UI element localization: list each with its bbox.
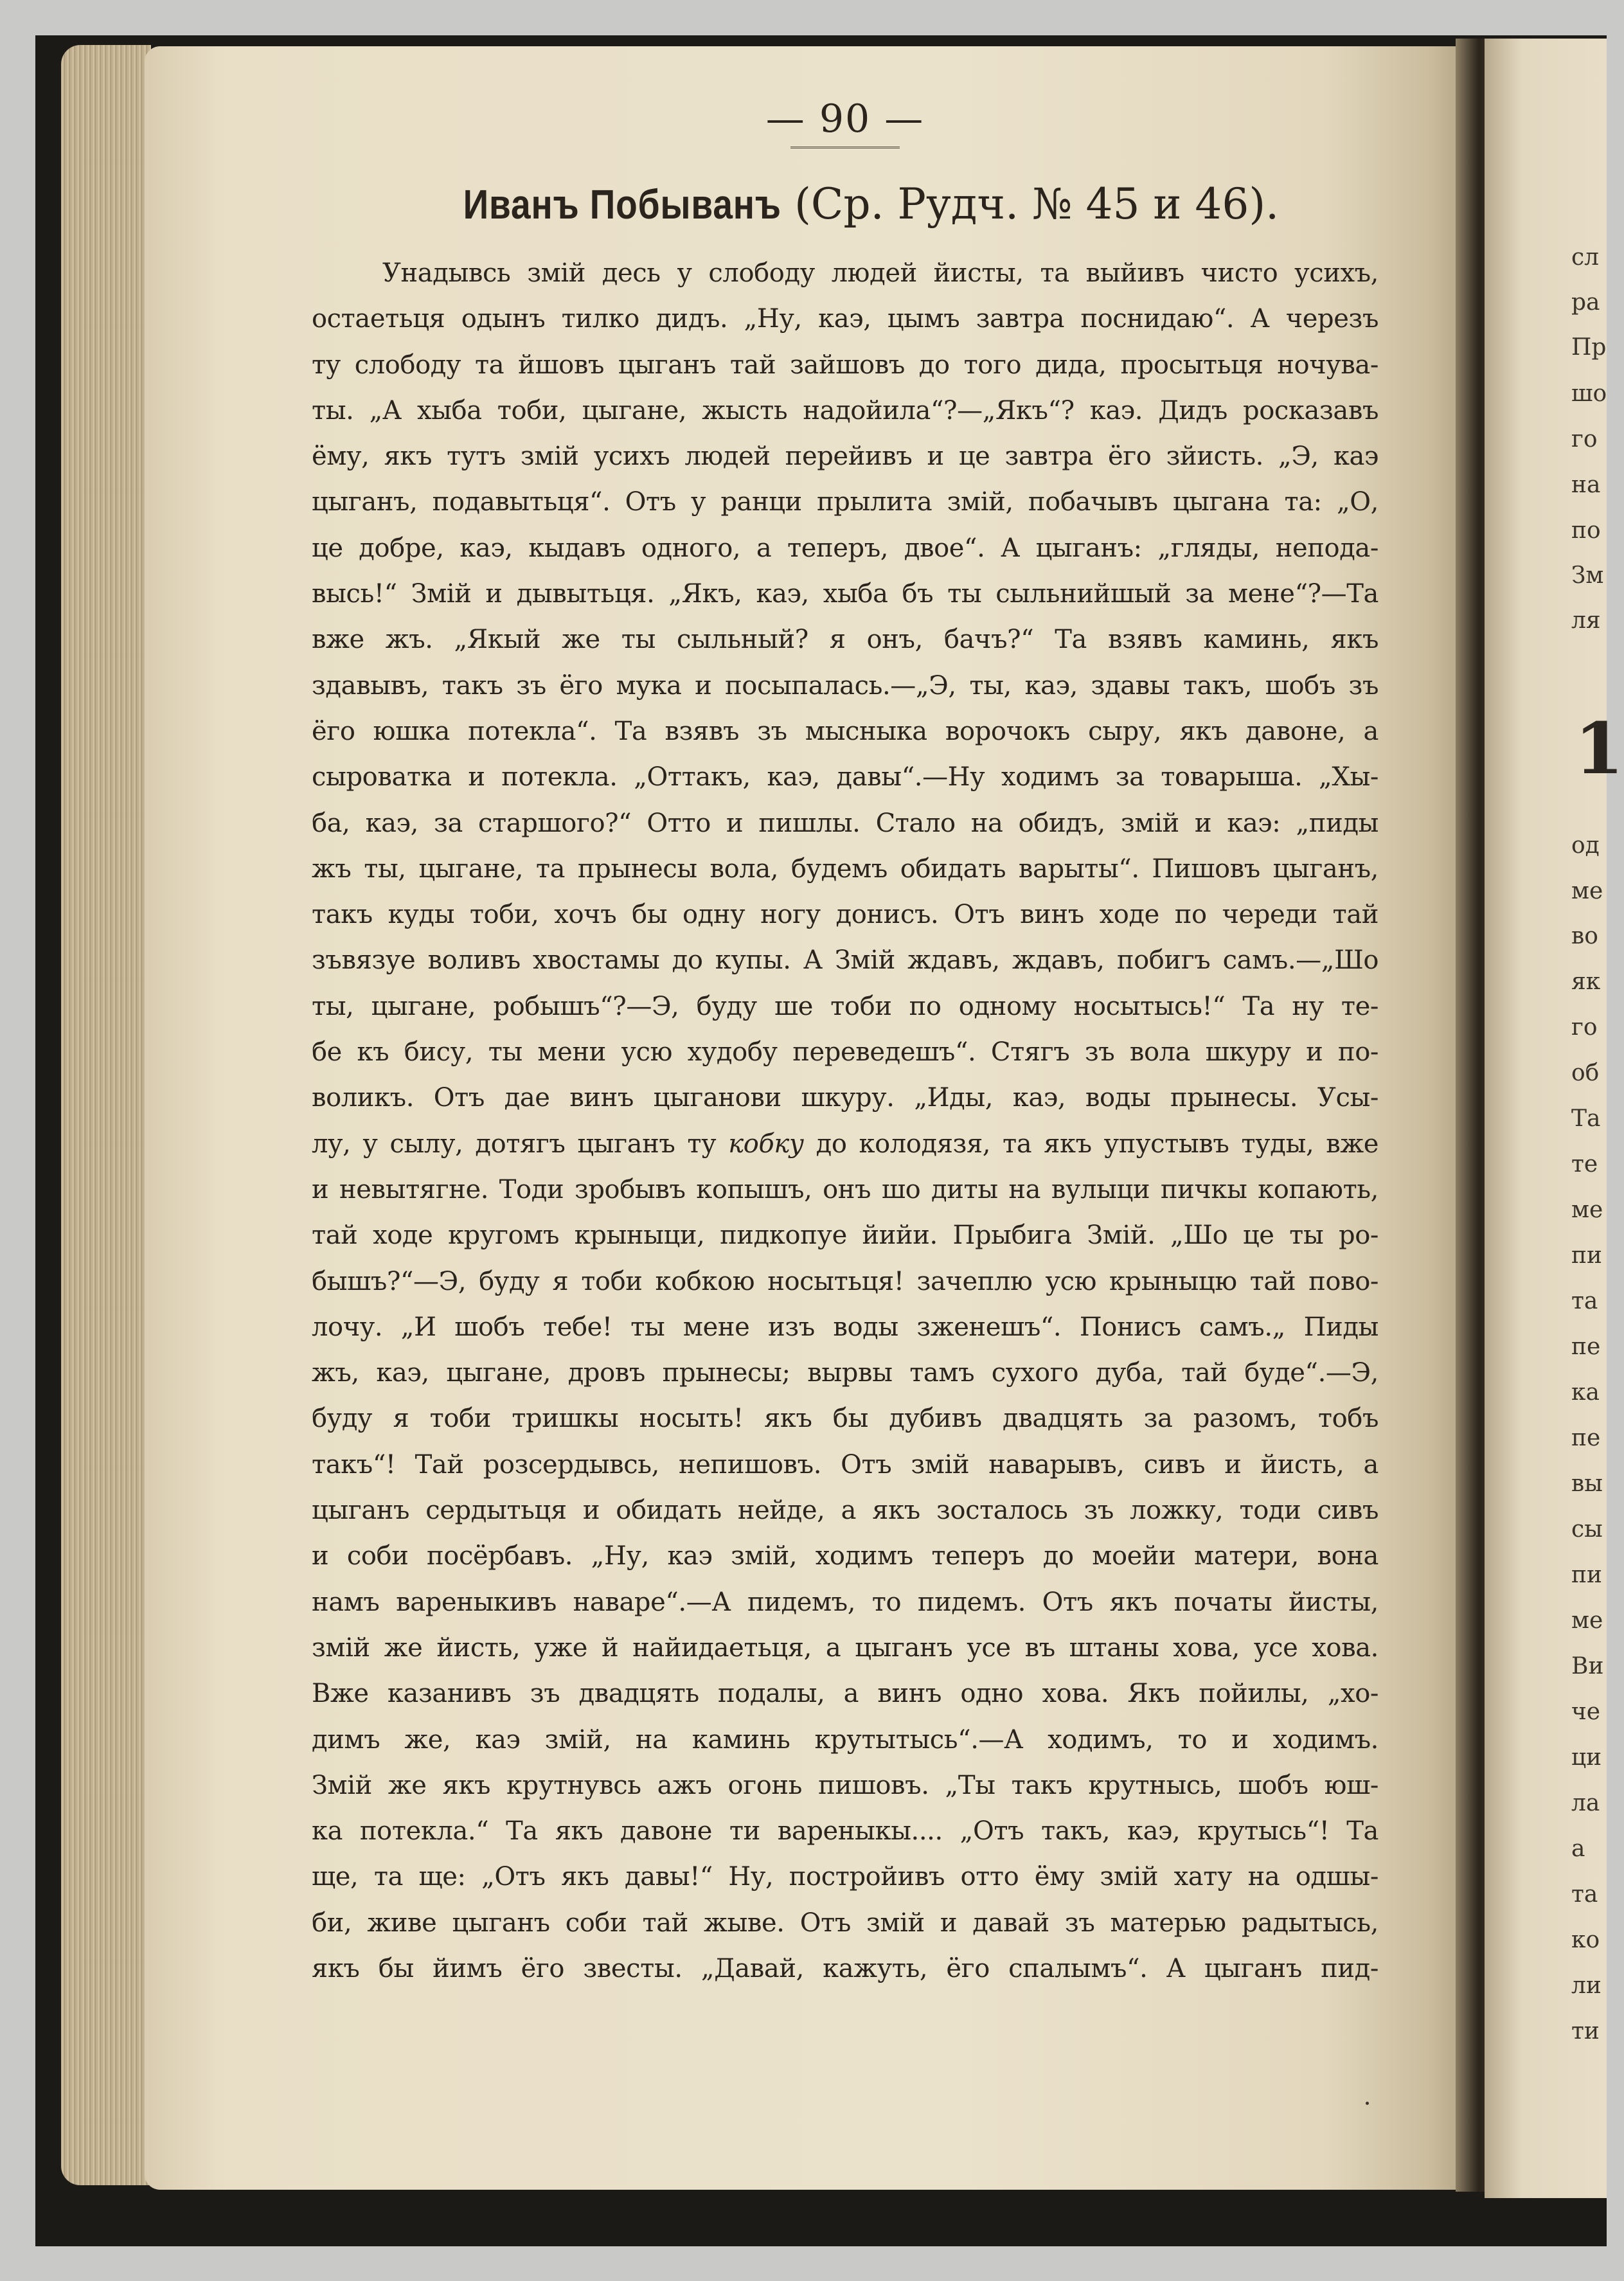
text-line: лу, у сылу, дотягъ цыганъ ту кобку до колодязя, та якъ упустывъ туды, вже xyxy=(312,1129,1379,1159)
text-line: Унадывсь змій десь у слободу людей йисты, та выйивъ чисто усихъ, xyxy=(382,258,1379,288)
text-line: змій же йисть, уже й найидаетьця, а цыганъ усе въ штаны хова, усе хова. xyxy=(312,1632,1379,1663)
right-page-line-fragment: Та xyxy=(1571,1105,1601,1132)
text-line: намъ вареныкивъ наваре“.—А пидемъ, то пидемъ. Отъ якъ початы йисты, xyxy=(312,1587,1379,1617)
right-page-line-fragment: Пр xyxy=(1571,334,1607,361)
text-line: ба, каэ, за старшого?“ Отто и пишлы. Стало на обидъ, змій и каэ: „пиды xyxy=(312,808,1379,838)
text-line: сыроватка и потекла. „Оттакъ, каэ, давы“.—Ну ходимъ за товарыша. „Хы- xyxy=(312,762,1379,792)
right-page-line-fragment: ци xyxy=(1571,1744,1602,1771)
text-line: димъ же, каэ змій, на каминь крутытысь“.—А ходимъ, то и ходимъ. xyxy=(312,1724,1379,1755)
right-page-line-fragment: ме xyxy=(1571,1607,1603,1634)
story-title-reference: (Ср. Рудч. № 45 и 46). xyxy=(794,179,1280,229)
right-page-line-fragment: пе xyxy=(1571,1425,1601,1451)
text-line: ка потекла.“ Та якъ давоне ти вареныкы.... „Отъ такъ, каэ, крутысь“! Та xyxy=(312,1816,1379,1847)
text-line: ще, та ще: „Отъ якъ давы!“ Ну, постройивъ отто ёму змій хату на одшы- xyxy=(312,1862,1379,1892)
right-page-line-fragment: ка xyxy=(1571,1379,1600,1406)
text-line: и соби посёрбавъ. „Ну, каэ змій, ходимъ теперъ до моейи матери, вона xyxy=(312,1541,1379,1571)
text-line: здавывъ, такъ зъ ёго мука и посыпалась.—„Э, ты, каэ, здавы такъ, шобъ зъ xyxy=(312,670,1379,701)
text-line: ту слободу та йшовъ цыганъ тай зайшовъ до того дида, просытьця ночува- xyxy=(312,350,1379,380)
text-line: якъ бы йимъ ёго звесты. „Давай, кажуть, ёго спалымъ“. А цыганъ пид- xyxy=(312,1953,1379,1983)
text-line: Змій же якъ крутнувсь ажъ огонь пишовъ. „Ты такъ крутнысь, шобъ юш- xyxy=(312,1770,1379,1800)
right-page-line-fragment: вы xyxy=(1571,1471,1603,1497)
text-line: це добре, каэ, кыдавъ одного, а теперъ, двое“. А цыганъ: „гляды, неподa- xyxy=(312,533,1379,563)
right-page-line-fragment: ля xyxy=(1571,607,1601,634)
right-page-line-fragment: пи xyxy=(1571,1562,1602,1588)
right-page-line-fragment: го xyxy=(1571,1014,1598,1041)
page-content xyxy=(312,96,1379,1992)
right-page-line-fragment: ко xyxy=(1571,1927,1600,1953)
text-line: жъ ты, цыгане, та прынесы вола, будемъ обидать варыты“. Пишовъ цыганъ, xyxy=(312,854,1379,884)
right-page-line-fragment: сл xyxy=(1571,244,1600,271)
right-page-line-fragment: на xyxy=(1571,472,1601,498)
text-line: ты, цыгане, робышъ“?—Э, буду ше тоби по одному носытысь!“ Та ну те- xyxy=(312,991,1379,1021)
text-line: и невытягне. Тоди зробывъ копышъ, онъ шо диты на вулыци пичкы копають, xyxy=(312,1174,1379,1204)
text-line: вже жъ. „Якый же ты сыльный? я онъ, бачъ?“ Та взявъ каминь, якъ xyxy=(312,625,1379,655)
right-page-line-fragment: од xyxy=(1571,832,1600,859)
text-line: воликъ. Отъ дае винъ цыганови шкуру. „Иды, каэ, воды прынесы. Усы- xyxy=(312,1083,1379,1113)
page-number-rule xyxy=(790,147,900,148)
right-page-line-fragment: по xyxy=(1571,517,1601,544)
text-line: остаетьця одынъ тилко дидъ. „Ну, каэ, цымъ завтра поснидаю“. А черезъ xyxy=(312,304,1379,334)
right-page-line-fragment: та xyxy=(1571,1288,1598,1314)
text-line: би, живе цыганъ соби тай жыве. Отъ змій и давай зъ матерью радытысь, xyxy=(312,1908,1379,1938)
text-line: цыганъ сердытьця и обидать нейде, а якъ зосталось зъ ложку, тоди сивъ xyxy=(312,1496,1379,1526)
right-page-line-fragment: як xyxy=(1571,969,1601,995)
right-page-line-fragment: че xyxy=(1571,1699,1601,1725)
right-page-line-fragment: ме xyxy=(1571,878,1603,904)
text-line: ёго юшка потекла“. Та взявъ зъ мысныка ворочокъ сыру, якъ давоне, а xyxy=(312,716,1379,746)
right-page-line-fragment: сы xyxy=(1571,1516,1603,1543)
right-page-line-fragment: пи xyxy=(1571,1242,1602,1269)
text-line: бе къ бису, ты мени усю худобу переведешъ“. Стягъ зъ вола шкуру и по- xyxy=(312,1037,1379,1068)
text-line: буду я тоби тришкы носыть! якъ бы дубивъ двадцять за разомъ, тобъ xyxy=(312,1404,1379,1434)
text-line: такъ куды тоби, хочъ бы одну ногу донисъ. Отъ винъ ходе по череди тай xyxy=(312,900,1379,930)
right-page-heading-fragment: 1 xyxy=(1575,707,1624,790)
text-line: Вже казанивъ зъ двадцять подалы, а винъ одно хова. Якъ пойилы, „хо- xyxy=(312,1679,1379,1709)
text-line: такъ“! Тай розсердывсь, непишовъ. Отъ змій наварывъ, сивъ и йисть, а xyxy=(312,1449,1379,1480)
text-line: лочу. „И шобъ тебе! ты мене изъ воды зженешъ“. Понисъ самъ.„ Пиды xyxy=(312,1312,1379,1342)
right-page-fragment xyxy=(1485,39,1624,2198)
right-page-line-fragment: ла xyxy=(1571,1790,1600,1816)
text-line: тай ходе кругомъ крыныци, пидкопуе йийи. Прыбига Змій. „Шо це ты ро- xyxy=(312,1221,1379,1251)
right-page-line-fragment: Зм xyxy=(1571,562,1604,589)
story-title xyxy=(312,175,1379,234)
text-line: ты. „А хыба тоби, цыгане, жысть надойила“?—„Якъ“? каэ. Дидъ росказавъ xyxy=(312,395,1379,425)
right-page-line-fragment: те xyxy=(1571,1151,1598,1177)
text-line: цыганъ, подавытьця“. Отъ у ранци прылита змій, побачывъ цыгана та: „О, xyxy=(312,487,1379,517)
text-line: зъвязуе воливъ хвостамы до купы. А Змій ждавъ, ждавъ, побигъ самъ.—„Шо xyxy=(312,945,1379,976)
right-page-line-fragment: Ви xyxy=(1571,1653,1604,1679)
right-page-line-fragment: пе xyxy=(1571,1334,1601,1360)
right-page-line-fragment: го xyxy=(1571,426,1598,452)
page-number: — 90 — xyxy=(765,96,925,141)
right-page-line-fragment: та xyxy=(1571,1881,1598,1908)
right-page-line-fragment: а xyxy=(1571,1836,1585,1862)
right-page-line-fragment: ти xyxy=(1571,2018,1600,2044)
text-line: ёму, якъ тутъ змій усихъ людей перейивъ и це завтра ёго зйисть. „Э, каэ xyxy=(312,442,1379,472)
paper-speck xyxy=(1366,2102,1369,2105)
right-page-line-fragment: ме xyxy=(1571,1197,1603,1223)
text-line: жъ, каэ, цыгане, дровъ прынесы; вырвы тамъ сухого дуба, тай буде“.—Э, xyxy=(312,1358,1379,1388)
right-page-line-fragment: ли xyxy=(1571,1972,1602,1999)
story-title-name: Иванъ Побыванъ xyxy=(463,181,781,228)
text-line: высь!“ Змій и дывытьця. „Якъ, каэ, хыба бъ ты сыльнийшый за мене“?—Та xyxy=(312,579,1379,609)
text-line: бышъ?“—Э, буду я тоби кобкою носытьця! зачеплю усю крыныцю тай пово- xyxy=(312,1266,1379,1296)
right-page-line-fragment: ра xyxy=(1571,289,1600,316)
right-page-line-fragment: шо xyxy=(1571,380,1607,407)
story-body xyxy=(312,251,1379,1992)
right-page-line-fragment: во xyxy=(1571,923,1598,949)
italic-word: кобку xyxy=(728,1129,804,1159)
right-page-line-fragment: об xyxy=(1571,1060,1600,1086)
book-page-edges xyxy=(61,45,151,2185)
